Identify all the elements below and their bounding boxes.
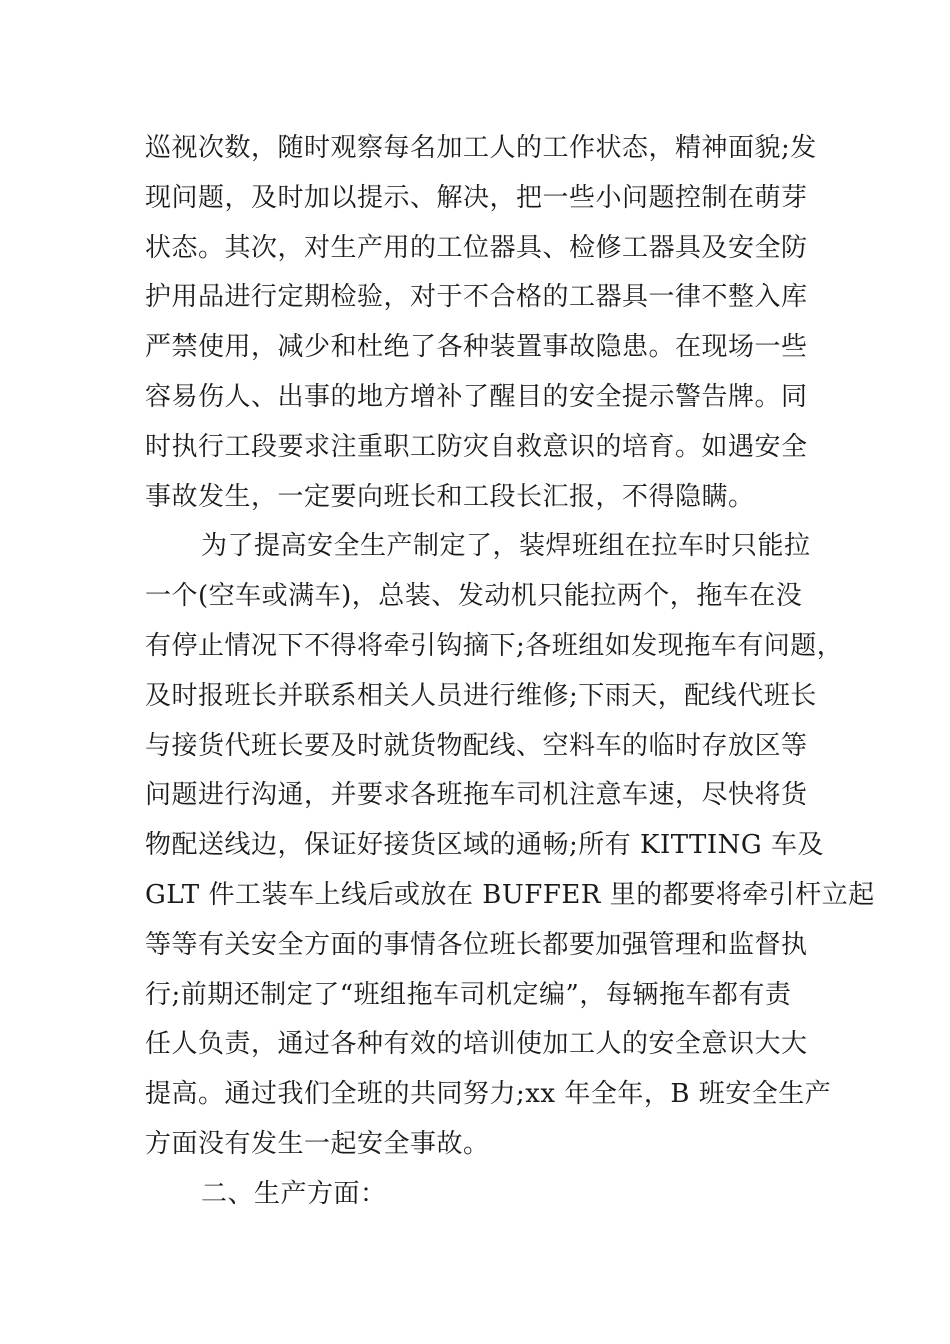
text-line: 巡视次数，随时观察每名加工人的工作状态，精神面貌;发: [145, 133, 817, 163]
text-line: 为了提高安全生产制定了，装焊班组在拉车时只能拉: [201, 531, 811, 562]
text-line: 等等有关安全方面的事情各位班长都要加强管理和监督执: [145, 929, 808, 960]
text-line: 严禁使用，减少和杜绝了各种装置事故隐患。在现场一些: [145, 332, 808, 363]
text-line: GLT 件工装车上线后或放在 BUFFER 里的都要将牵引杆立起: [145, 879, 875, 910]
text-line: 时执行工段要求注重职工防灾自救意识的培育。如遇安全: [145, 431, 808, 462]
text-line: 方面没有发生一起安全事故。: [145, 1128, 490, 1159]
text-line: 任人负责，通过各种有效的培训使加工人的安全意识大大: [145, 1029, 808, 1060]
text-line: 事故发生，一定要向班长和工段长汇报，不得隐瞒。: [145, 481, 755, 512]
text-line: 容易伤人、出事的地方增补了醒目的安全提示警告牌。同: [145, 381, 808, 412]
text-line: 与接货代班长要及时就货物配线、空料车的临时存放区等: [145, 730, 808, 761]
text-line: 现问题，及时加以提示、解决，把一些小问题控制在萌芽: [145, 182, 808, 213]
section-heading-production: [145, 1170, 825, 1220]
text-line: 及时报班长并联系相关人员进行维修;下雨天，配线代班长: [145, 680, 817, 711]
text-line: 有停止情况下不得将牵引钩摘下;各班组如发现拖车有问题，: [145, 630, 844, 661]
paragraph-1: [145, 124, 825, 522]
text-line: 物配送线边，保证好接货区域的通畅;所有 KITTING 车及: [145, 830, 824, 861]
text-line: 一个(空车或满车)，总装、发动机只能拉两个，拖车在没: [145, 581, 803, 612]
text-line: 护用品进行定期检验，对于不合格的工器具一律不整入库: [145, 282, 808, 313]
document-body: [145, 124, 875, 1220]
text-line: 提高。通过我们全班的共同努力;xx 年全年，B 班安全生产: [145, 1079, 832, 1110]
paragraph-2: [145, 522, 875, 1169]
text-line: 问题进行沟通，并要求各班拖车司机注意车速，尽快将货: [145, 780, 808, 811]
text-line: 行;前期还制定了“班组拖车司机定编”，每辆拖车都有责: [145, 979, 792, 1010]
text-line: 状态。其次，对生产用的工位器具、检修工器具及安全防: [145, 232, 808, 263]
section-heading: 二、生产方面：: [201, 1178, 387, 1209]
